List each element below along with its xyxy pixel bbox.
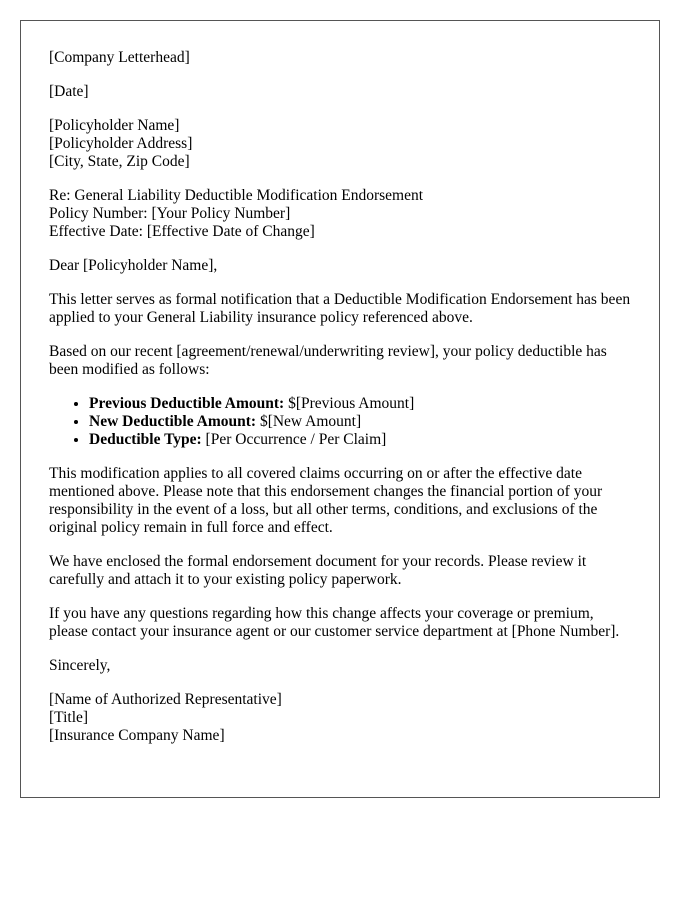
company-letterhead: [49, 49, 631, 67]
signature-block: [49, 691, 631, 745]
detail-label: New Deductible Amount:: [89, 413, 257, 430]
basis-paragraph: Based on our recent [agreement/renewal/underwriting review], your policy deductible has been modified as follows:: [49, 343, 607, 378]
recipient-name: [Policyholder Name]: [49, 117, 180, 134]
recipient-city-line: [City, State, Zip Code]: [49, 153, 190, 170]
contact-paragraph: If you have any questions regarding how this change affects your coverage or premium, please contact your insurance agent or our customer service department at [Phone Number].: [49, 605, 620, 640]
representative-title: [Title]: [49, 709, 89, 726]
effective-date-line: Effective Date: [Effective Date of Change]: [49, 223, 315, 240]
salutation: [49, 257, 631, 275]
letter-page: [20, 20, 660, 798]
policy-number-line: Policy Number: [Your Policy Number]: [49, 205, 291, 222]
detail-label: Previous Deductible Amount:: [89, 395, 285, 412]
scope-paragraph: This modification applies to all covered claims occurring on or after the effective date mentioned above. Please note that this endorsement changes the financial portion of your responsibility in the event of a loss, but all other terms, conditions, and exclusions of the original policy remain in full force and effect.: [49, 465, 603, 536]
letter-date: [49, 83, 631, 101]
deductible-details-list: [49, 395, 631, 449]
detail-value: [Per Occurrence / Per Claim]: [201, 431, 387, 448]
intro-paragraph: This letter serves as formal notification that a Deductible Modification Endorsement has been applied to your General Liability insurance policy referenced above.: [49, 291, 631, 326]
company-name: [Insurance Company Name]: [49, 727, 225, 744]
detail-label: Deductible Type:: [89, 431, 202, 448]
enclosure-paragraph: We have enclosed the formal endorsement document for your records. Please review it carefully and attach it to your existing policy paperwork.: [49, 553, 587, 588]
recipient-address: [Policyholder Address]: [49, 135, 193, 152]
salutation-text: Dear [Policyholder Name],: [49, 257, 218, 274]
list-item: [89, 395, 631, 413]
closing: [49, 657, 631, 675]
re-line: Re: General Liability Deductible Modification Endorsement: [49, 187, 424, 204]
reference-block: [49, 187, 631, 241]
list-item: [89, 413, 631, 431]
list-item: [89, 431, 631, 449]
closing-text: Sincerely,: [49, 657, 111, 674]
detail-value: $[Previous Amount]: [284, 395, 415, 412]
recipient-address-block: [49, 117, 631, 171]
representative-name: [Name of Authorized Representative]: [49, 691, 282, 708]
letterhead-text: [Company Letterhead]: [49, 49, 190, 66]
date-text: [Date]: [49, 83, 89, 100]
detail-value: $[New Amount]: [256, 413, 362, 430]
